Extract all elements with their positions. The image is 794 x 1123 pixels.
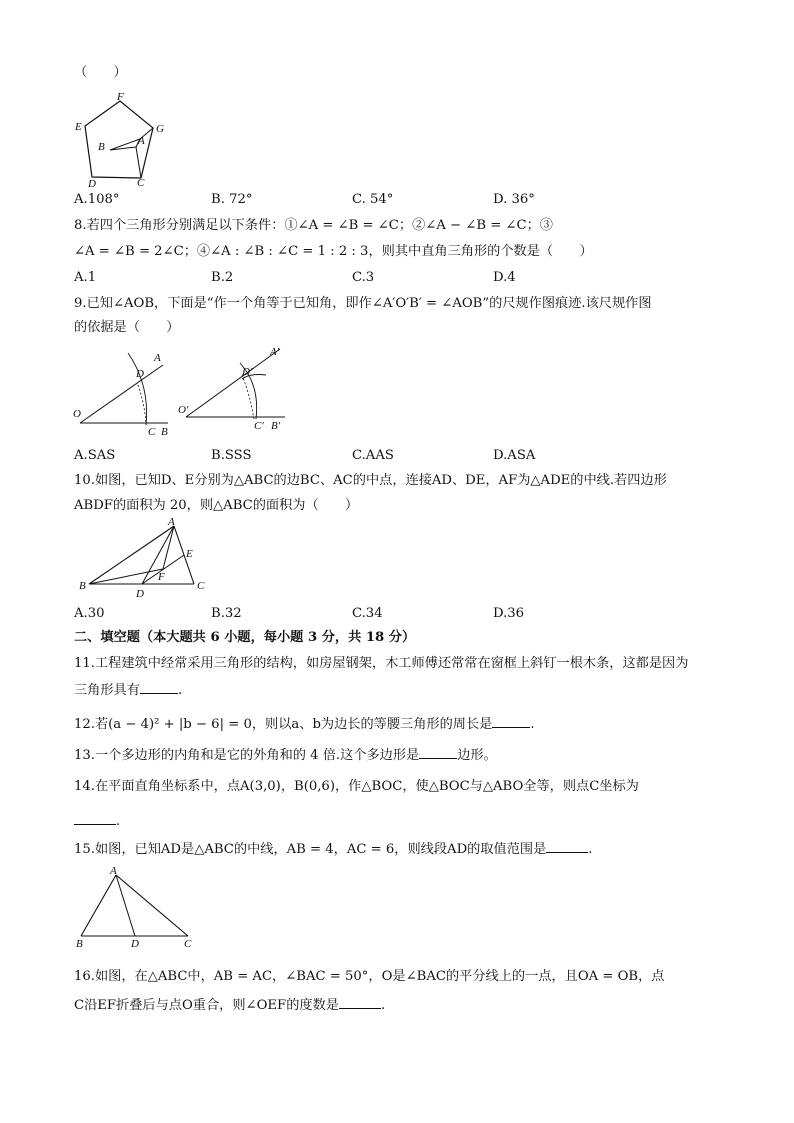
q15-stem-end: . — [588, 842, 593, 857]
q16-stem-line1: 16.如图，在△ABC中，AB = AC，∠BAC = 50°，O是∠BAC的平分线上的一点，且OA = OB，点 — [74, 969, 665, 984]
q10-option-b[interactable]: B.32 — [211, 606, 242, 621]
q7-answer-bracket: （ ） — [74, 65, 127, 80]
q10-label-a: A — [168, 517, 175, 528]
q9-option-a[interactable]: A.SAS — [74, 448, 116, 463]
q15-label-b: B — [76, 938, 83, 950]
q7-option-c[interactable]: C. 54° — [352, 192, 394, 207]
q9-option-b[interactable]: B.SSS — [211, 448, 252, 463]
q10-label-d: D — [136, 588, 144, 600]
q7-option-b[interactable]: B. 72° — [211, 192, 253, 207]
q15-label-d: D — [131, 938, 139, 950]
q9-option-d[interactable]: D.ASA — [493, 448, 536, 463]
q9-label-b-prime: B′ — [271, 420, 281, 432]
q13-stem-text: 13.一个多边形的内角和是它的外角和的 4 倍.这个多边形是 — [74, 748, 420, 763]
q13-answer-blank[interactable] — [419, 746, 457, 759]
q13-stem — [74, 746, 497, 765]
q8-stem-line1: 8.若四个三角形分别满足以下条件：①∠A = ∠B = ∠C；②∠A − ∠B = ∠C；③ — [74, 218, 553, 233]
q14-stem-end: . — [116, 814, 121, 829]
pent-label-e: E — [75, 121, 82, 133]
q9-label-c-prime: C′ — [254, 420, 264, 432]
q7-option-a[interactable]: A.108° — [74, 192, 120, 207]
q15-answer-blank[interactable] — [546, 840, 588, 853]
q10-option-d[interactable]: D.36 — [493, 606, 525, 621]
q9-stem-line1: 9.已知∠AOB，下面是“作一个角等于已知角，即作∠A′O′B′ = ∠AOB”的尺规作图痕迹.该尺规作图 — [74, 296, 652, 311]
pent-label-c: C — [137, 177, 145, 187]
q10-label-e: E — [186, 548, 193, 560]
q11-answer-blank[interactable] — [140, 681, 178, 694]
q12-stem — [74, 715, 535, 734]
q9-label-o: O — [73, 408, 81, 420]
q10-option-c[interactable]: C.34 — [352, 606, 383, 621]
q10-stem-line2: ABDF的面积为 20，则△ABC的面积为（ ） — [74, 498, 359, 513]
q12-stem-text: 12.若(a − 4)² + |b − 6| = 0，则以a、b为边长的等腰三角形的周长是 — [74, 717, 493, 732]
pent-label-f: F — [117, 92, 124, 103]
q15-triangle-figure — [74, 865, 204, 950]
q8-option-a[interactable]: A.1 — [74, 270, 97, 285]
section-2-heading: 二、填空题（本大题共 6 小题，每小题 3 分，共 18 分） — [74, 630, 416, 645]
q10-triangle-figure — [76, 517, 216, 602]
q10-option-a[interactable]: A.30 — [74, 606, 105, 621]
pent-label-b: B — [98, 141, 105, 153]
q16-stem-line2 — [74, 996, 385, 1015]
q7-pentagon-figure — [70, 92, 180, 187]
q12-stem-end: . — [530, 717, 535, 732]
q9-label-b: B — [161, 426, 168, 435]
q9-label-a: A — [154, 352, 161, 364]
q9-option-c[interactable]: C.AAS — [352, 448, 394, 463]
q15-stem-text: 15.如图，已知AD是△ABC的中线，AB = 4，AC = 6，则线段AD的取值范围是 — [74, 842, 547, 857]
q13-stem-end: 边形。 — [457, 748, 497, 763]
q10-label-c: C — [197, 580, 205, 592]
q8-stem-line2: ∠A = ∠B = 2∠C；④∠A : ∠B : ∠C = 1 : 2 : 3，则其中直角三角形的个数是（ ） — [74, 244, 593, 259]
q10-label-f: F — [158, 571, 165, 583]
q8-option-c[interactable]: C.3 — [352, 270, 375, 285]
q12-answer-blank[interactable] — [492, 715, 530, 728]
pent-label-a: A — [138, 135, 145, 147]
q10-label-b: B — [79, 580, 86, 592]
q11-stem-end: . — [177, 683, 183, 698]
q9-stem-line2: 的依据是（ ） — [74, 320, 180, 335]
q9-label-d-prime: D′ — [242, 366, 253, 378]
q16-stem-end: . — [380, 998, 386, 1013]
q9-label-o-prime: O′ — [178, 404, 189, 416]
q15-label-c: C — [184, 938, 192, 950]
q11-stem-line2 — [74, 681, 182, 700]
q9-label-d: D — [136, 368, 144, 380]
q9-label-c: C — [148, 426, 156, 435]
q9-label-a-prime: A′ — [270, 346, 280, 358]
q10-stem-line1: 10.如图，已知D、E分别为△ABC的边BC、AC的中点，连接AD、DE，AF为△ADE的中线.若四边形 — [74, 473, 667, 488]
q14-stem-line2 — [74, 812, 120, 831]
q11-stem-line1: 11.工程建筑中经常采用三角形的结构，如房屋钢架，木工师傅还常常在窗框上斜钉一根木条，这都是因为 — [74, 656, 689, 671]
q7-option-d[interactable]: D. 36° — [493, 192, 535, 207]
q16-answer-blank[interactable] — [339, 996, 381, 1009]
q16-stem-text: C沿EF折叠后与点O重合，则∠OEF的度数是 — [74, 998, 339, 1013]
q14-answer-blank[interactable] — [74, 812, 116, 825]
q9-angle-construction-figure — [70, 345, 300, 435]
q8-option-d[interactable]: D.4 — [493, 270, 516, 285]
pent-label-d: D — [88, 178, 96, 187]
q15-label-a: A — [110, 865, 117, 877]
pent-label-g: G — [156, 123, 164, 135]
q8-option-b[interactable]: B.2 — [211, 270, 234, 285]
q15-stem — [74, 840, 592, 859]
q11-stem-text: 三角形具有 — [74, 683, 140, 698]
q14-stem-line1: 14.在平面直角坐标系中，点A(3,0)，B(0,6)，作△BOC，使△BOC与△ABO全等，则点C坐标为 — [74, 779, 639, 794]
